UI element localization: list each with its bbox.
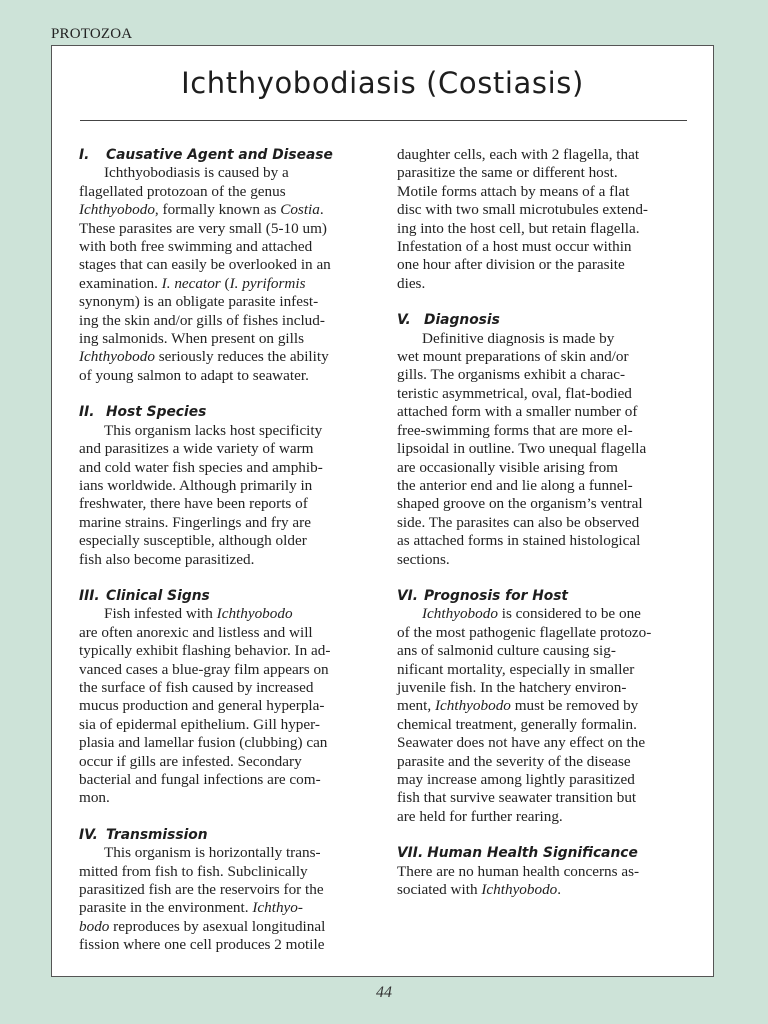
section-number: VI.: [397, 587, 419, 604]
text-run: with both free swimming and attached: [79, 238, 313, 256]
text-run: daughter cells, each with 2 flagella, that: [397, 146, 640, 163]
text-line: [397, 146, 693, 164]
text-run: may increase among lightly parasitized: [397, 771, 635, 788]
text-line: [397, 403, 693, 421]
text-line: [397, 881, 693, 899]
text-run: reproduces by asexual longitudinal: [109, 917, 326, 935]
section-heading: [397, 844, 693, 862]
section-number: I.: [79, 147, 90, 163]
text-run: as attached forms in stained histological: [397, 532, 641, 550]
text-run: ing salmonids. When present on gills: [79, 330, 304, 348]
text-run: of young salmon to adapt to seawater.: [79, 366, 309, 384]
text-run: gills. The organisms exhibit a charac-: [397, 366, 626, 384]
section-number: VII.: [397, 845, 424, 862]
text-line: [397, 863, 693, 881]
text-line: [79, 532, 375, 550]
text-line: [79, 624, 375, 642]
text-run: lipsoidal in outline. Two unequal flagella: [397, 440, 647, 458]
text-line: [79, 495, 375, 513]
text-line: [397, 495, 693, 513]
text-run: seriously reduces the ability: [154, 348, 329, 366]
text-line: [397, 238, 693, 256]
text-line: [79, 256, 375, 274]
text-run: There are no human health concerns as-: [397, 862, 640, 880]
text-line: [397, 716, 693, 734]
text-run: typically exhibit flashing behavior. In ad-: [79, 642, 331, 660]
section-number: IV.: [79, 826, 98, 843]
italic-run: Ichthyo-: [252, 899, 303, 917]
text-line: [79, 716, 375, 734]
section-number: II.: [79, 404, 95, 421]
text-line: [397, 220, 693, 238]
text-run: juvenile fish. In the hatchery environ-: [397, 678, 627, 696]
section-heading-text: Causative Agent and Disease: [106, 147, 333, 163]
text-line: [79, 551, 375, 569]
section: [79, 146, 375, 385]
text-run: side. The parasites can also be observed: [397, 513, 640, 531]
text-run: These parasites are very small (5-10 um): [79, 219, 327, 237]
text-run: especially susceptible, although older: [79, 532, 307, 550]
text-run: ians worldwide. Although primarily in: [79, 476, 313, 494]
text-run: vanced cases a blue-gray film appears on: [79, 660, 329, 678]
text-line: [397, 551, 693, 569]
text-run: Fish infested with: [104, 605, 217, 623]
right-column: [397, 146, 693, 917]
text-run: parasite in the environment.: [79, 899, 253, 917]
text-line: [79, 753, 375, 771]
text-run: Infestation of a host must occur within: [397, 238, 632, 256]
section: [397, 844, 693, 899]
section-number: V.: [397, 312, 411, 329]
text-run: bacterial and fungal infections are com-: [79, 771, 321, 788]
text-line: [79, 936, 375, 954]
section: [79, 826, 375, 955]
text-run: fission where one cell produces 2 motile: [79, 936, 325, 954]
text-line: [79, 789, 375, 807]
text-line: [79, 771, 375, 789]
text-line: [79, 863, 375, 881]
text-line: [397, 330, 693, 348]
section: [79, 403, 375, 569]
text-line: [397, 771, 693, 789]
italic-run: Ichthyobodo: [434, 697, 511, 715]
italic-run: Ichthyobodo: [216, 605, 293, 623]
text-run: flagellated protozoan of the genus: [79, 182, 286, 200]
text-line: [397, 422, 693, 440]
text-run: fish also become parasitized.: [79, 550, 255, 568]
document-page: [51, 45, 714, 977]
italic-run: I. necator: [161, 274, 221, 292]
text-line: [397, 164, 693, 182]
text-line: [79, 514, 375, 532]
text-run: parasite and the severity of the disease: [397, 752, 631, 770]
page-number: 44: [376, 984, 392, 1001]
text-line: [79, 899, 375, 917]
text-run: examination.: [79, 274, 162, 292]
text-line: [397, 734, 693, 752]
text-run: ing the skin and/or gills of fishes includ-: [79, 311, 325, 329]
section-heading: [79, 826, 375, 844]
section: [397, 311, 693, 569]
text-run: and cold water fish species and amphib-: [79, 458, 323, 476]
section-number: III.: [79, 587, 100, 604]
text-run: Ichthyobodiasis is caused by a: [104, 164, 289, 182]
italic-run: Ichthyobodo: [79, 201, 155, 219]
text-run: ment,: [397, 697, 435, 715]
text-run: the anterior end and lie along a funnel-: [397, 476, 633, 494]
text-run: mon.: [79, 789, 110, 807]
text-line: [397, 201, 693, 219]
text-line: [79, 220, 375, 238]
italic-run: Costia: [280, 201, 320, 219]
text-line: [397, 605, 693, 623]
text-line: [397, 808, 693, 826]
text-line: [397, 514, 693, 532]
text-line: [79, 661, 375, 679]
text-line: [79, 330, 375, 348]
section: [79, 587, 375, 808]
section-heading-text: Host Species: [106, 404, 207, 421]
section-heading: [397, 587, 693, 605]
text-run: the surface of fish caused by increased: [79, 678, 314, 696]
text-line: [79, 440, 375, 458]
italic-run: Ichthyobodo: [481, 881, 558, 899]
section-heading: [79, 403, 375, 421]
text-line: [79, 697, 375, 715]
text-line: [79, 293, 375, 311]
text-line: [397, 532, 693, 550]
text-run: one hour after division or the parasite: [397, 256, 625, 274]
text-run: are held for further rearing.: [397, 807, 563, 825]
text-line: [79, 477, 375, 495]
text-run: Definitive diagnosis is made by: [422, 329, 615, 347]
text-line: [397, 459, 693, 477]
text-line: [397, 697, 693, 715]
section-heading: [79, 146, 375, 164]
text-run: teristic asymmetrical, oval, flat-bodied: [397, 384, 632, 402]
section-heading-text: Diagnosis: [424, 312, 500, 329]
text-run: parasitize the same or different host.: [397, 164, 618, 182]
text-run: This organism is horizontally trans-: [104, 844, 321, 862]
text-run: is considered to be one: [497, 605, 641, 623]
text-line: [397, 477, 693, 495]
text-line: [79, 201, 375, 219]
section-heading-text: Human Health Significance: [427, 845, 638, 862]
italic-run: bodo: [79, 917, 110, 935]
text-line: [397, 256, 693, 274]
text-line: [79, 312, 375, 330]
text-line: [397, 348, 693, 366]
text-run: chemical treatment, generally formalin.: [397, 715, 637, 733]
text-run: Motile forms attach by means of a flat: [397, 182, 630, 200]
text-line: [79, 679, 375, 697]
section: [397, 146, 693, 293]
text-line: [397, 275, 693, 293]
text-line: [79, 881, 375, 899]
text-run: shaped groove on the organism’s ventral: [397, 495, 643, 513]
text-run: stages that can easily be overlooked in an: [79, 256, 331, 274]
text-run: dies.: [397, 274, 426, 292]
text-line: [79, 642, 375, 660]
italic-run: Ichthyobodo: [79, 348, 155, 366]
text-line: [79, 238, 375, 256]
text-run: synonym) is an obligate parasite infest-: [79, 293, 319, 311]
text-line: [397, 440, 693, 458]
text-run: This organism lacks host specificity: [104, 421, 323, 439]
text-line: [397, 183, 693, 201]
text-run: attached form with a smaller number of: [397, 403, 638, 421]
text-line: [397, 753, 693, 771]
text-line: [79, 348, 375, 366]
text-line: [79, 844, 375, 862]
text-line: [397, 789, 693, 807]
text-run: mucus production and general hyperpla-: [79, 697, 325, 715]
text-run: plasia and lamellar fusion (clubbing) can: [79, 734, 328, 752]
text-run: are occasionally visible arising from: [397, 458, 618, 476]
text-line: [79, 734, 375, 752]
text-run: nificant mortality, especially in smaller: [397, 660, 635, 678]
text-run: Seawater does not have any effect on the: [397, 734, 646, 752]
text-run: , formally known as: [154, 201, 281, 219]
text-run: sociated with: [397, 881, 482, 899]
text-line: [397, 679, 693, 697]
text-line: [79, 605, 375, 623]
text-line: [79, 459, 375, 477]
text-run: ing into the host cell, but retain flagella.: [397, 219, 640, 237]
text-line: [79, 367, 375, 385]
italic-run: I. pyriformis: [229, 274, 306, 292]
text-run: parasitized fish are the reservoirs for the: [79, 881, 324, 899]
text-run: freshwater, there have been reports of: [79, 495, 308, 513]
text-line: [79, 422, 375, 440]
section-heading: [79, 587, 375, 605]
text-run: mitted from fish to fish. Subclinically: [79, 862, 308, 880]
text-run: .: [557, 881, 562, 899]
page-title: Ichthyobodiasis (Costiasis): [181, 66, 584, 100]
section-heading: [397, 311, 693, 329]
text-run: are often anorexic and listless and will: [79, 623, 313, 641]
section-heading-text: Clinical Signs: [106, 587, 210, 604]
text-run: wet mount preparations of skin and/or: [397, 348, 629, 366]
text-run: disc with two small microtubules extend-: [397, 201, 648, 219]
header-label: PROTOZOA: [51, 26, 133, 42]
text-line: [397, 624, 693, 642]
text-line: [397, 642, 693, 660]
text-line: [397, 385, 693, 403]
text-run: (: [220, 274, 230, 292]
text-run: ans of salmonid culture causing sig-: [397, 642, 616, 660]
left-column: [79, 146, 375, 973]
text-line: [79, 164, 375, 182]
text-line: [79, 183, 375, 201]
text-line: [79, 275, 375, 293]
text-run: sia of epidermal epithelium. Gill hyper-: [79, 715, 320, 733]
section-heading-text: Prognosis for Host: [424, 587, 569, 604]
text-run: must be removed by: [510, 697, 639, 715]
text-line: [397, 661, 693, 679]
text-run: fish that survive seawater transition but: [397, 789, 637, 807]
text-run: free-swimming forms that are more el-: [397, 421, 633, 439]
section: [397, 587, 693, 826]
text-line: [397, 366, 693, 384]
text-run: and parasitizes a wide variety of warm: [79, 440, 314, 458]
text-run: marine strains. Fingerlings and fry are: [79, 513, 311, 531]
text-run: .: [319, 201, 324, 219]
section-heading-text: Transmission: [106, 826, 208, 843]
text-run: of the most pathogenic flagellate protozo-: [397, 623, 652, 641]
text-line: [79, 918, 375, 936]
title-divider: [80, 120, 687, 121]
text-run: occur if gills are infested. Secondary: [79, 752, 302, 770]
text-run: sections.: [397, 550, 450, 568]
italic-run: Ichthyobodo: [422, 605, 498, 623]
